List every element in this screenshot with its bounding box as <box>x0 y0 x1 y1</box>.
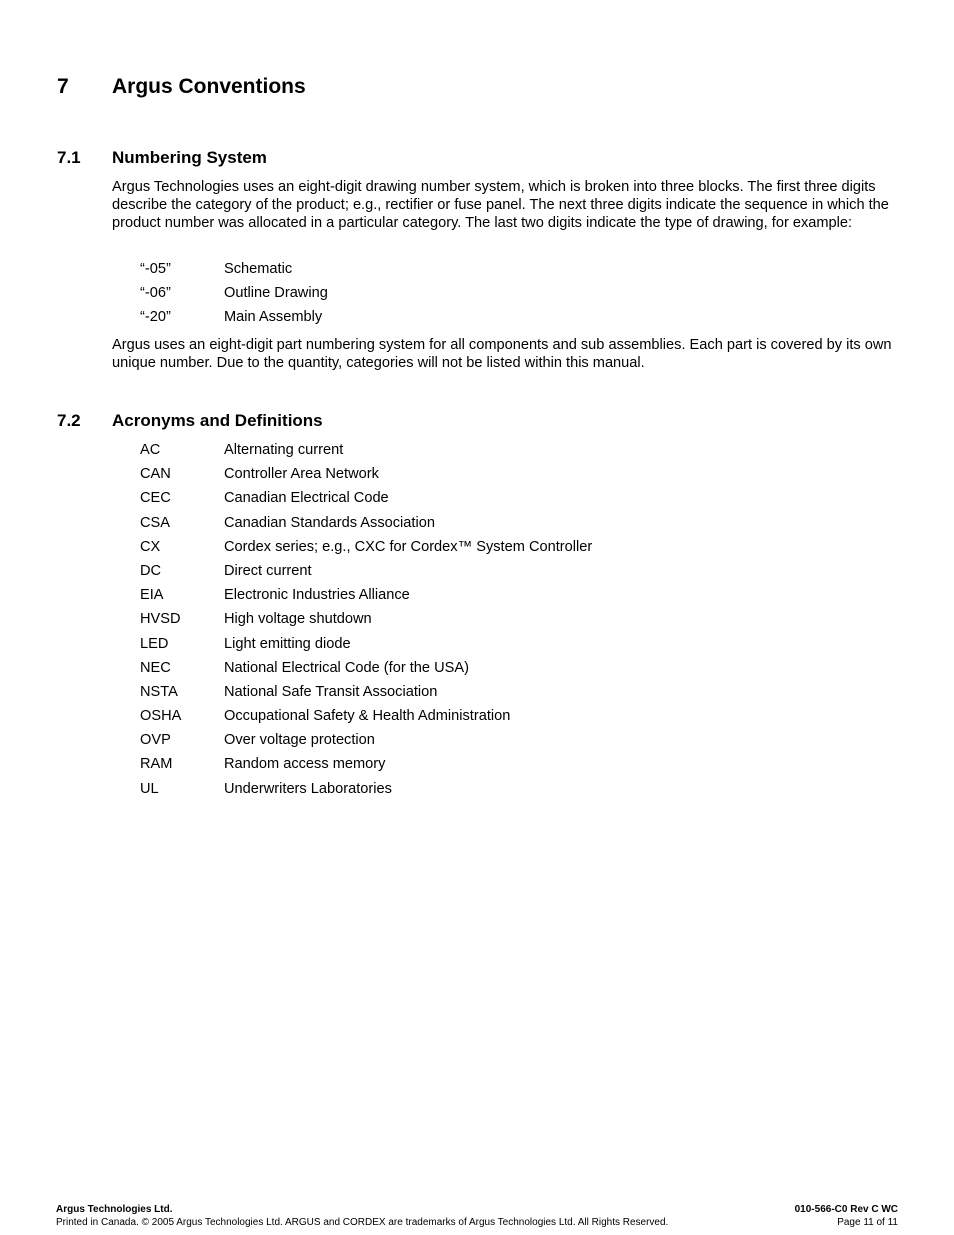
acronym-definition: Electronic Industries Alliance <box>224 587 410 604</box>
acronym-definition: Canadian Standards Association <box>224 514 435 531</box>
numbering-intro-paragraph: Argus Technologies uses an eight-digit drawing number system, which is broken into three blocks. The first three digits describe the category of the product; e.g., rectifier or fuse panel. The next three digits indicate the sequence in which the product number was allocated in a particular category. The last two digits indicate the type of drawing, for example: <box>112 179 889 231</box>
acronym-definition: Occupational Safety & Health Administration <box>224 708 511 725</box>
numbering-outro-paragraph: Argus uses an eight-digit part numbering system for all components and sub assemblies. Each part is covered by its own unique number. Due to the quantity, categories will not be listed within this manual. <box>112 337 892 371</box>
footer-document-number: 010-566-C0 Rev C WC <box>794 1204 898 1215</box>
acronym-definition: Alternating current <box>224 442 344 458</box>
acronym-term: CX <box>140 538 161 555</box>
acronym-term: HVSD <box>140 611 181 628</box>
drawing-meaning: Schematic <box>224 261 293 277</box>
numbering-system-number: 7.1 <box>57 148 81 167</box>
acronym-term: DC <box>140 562 162 579</box>
acronym-term: RAM <box>140 756 173 773</box>
acronym-term: AC <box>140 442 161 458</box>
acronyms-number: 7.2 <box>57 411 81 430</box>
drawing-code: “-20” <box>140 309 171 326</box>
acronym-term: CEC <box>140 490 171 507</box>
acronym-term: NEC <box>140 659 171 676</box>
acronym-term: NSTA <box>140 683 178 700</box>
acronym-term: CAN <box>140 466 171 483</box>
acronym-definition: Controller Area Network <box>224 466 379 483</box>
acronym-definition: Cordex series; e.g., CXC for Cordex™ System Controller <box>224 538 593 555</box>
drawing-code: “-05” <box>140 261 171 277</box>
acronym-definition: Underwriters Laboratories <box>224 780 392 797</box>
acronym-term: UL <box>140 780 159 797</box>
acronym-term: OVP <box>140 732 171 749</box>
acronym-definition: Canadian Electrical Code <box>224 490 389 507</box>
footer-company: Argus Technologies Ltd. <box>56 1204 173 1215</box>
acronym-definition: Direct current <box>224 562 312 579</box>
section-number: 7 <box>57 75 69 98</box>
section-title: Argus Conventions <box>112 75 306 98</box>
acronym-definition: National Electrical Code (for the USA) <box>224 659 469 676</box>
acronym-definition: Random access memory <box>224 756 386 773</box>
drawing-meaning: Main Assembly <box>224 309 323 326</box>
footer-page-number: Page 11 of 11 <box>837 1217 898 1228</box>
acronym-term: CSA <box>140 514 171 531</box>
acronym-term: EIA <box>140 587 164 604</box>
acronym-definition: Light emitting diode <box>224 635 351 652</box>
acronym-definition: National Safe Transit Association <box>224 683 438 700</box>
acronym-term: LED <box>140 635 169 652</box>
acronym-definition: High voltage shutdown <box>224 611 372 628</box>
acronym-term: OSHA <box>140 708 182 725</box>
drawing-code: “-06” <box>140 285 171 302</box>
drawing-meaning: Outline Drawing <box>224 285 328 302</box>
footer-copyright: Printed in Canada. © 2005 Argus Technologies Ltd. ARGUS and CORDEX are trademarks of Argus Technologies Ltd. All Rights Reserved. <box>56 1217 669 1228</box>
numbering-system-title: Numbering System <box>112 148 267 167</box>
page-footer <box>56 1203 898 1229</box>
acronym-definition: Over voltage protection <box>224 732 375 749</box>
acronyms-title: Acronyms and Definitions <box>112 411 323 430</box>
